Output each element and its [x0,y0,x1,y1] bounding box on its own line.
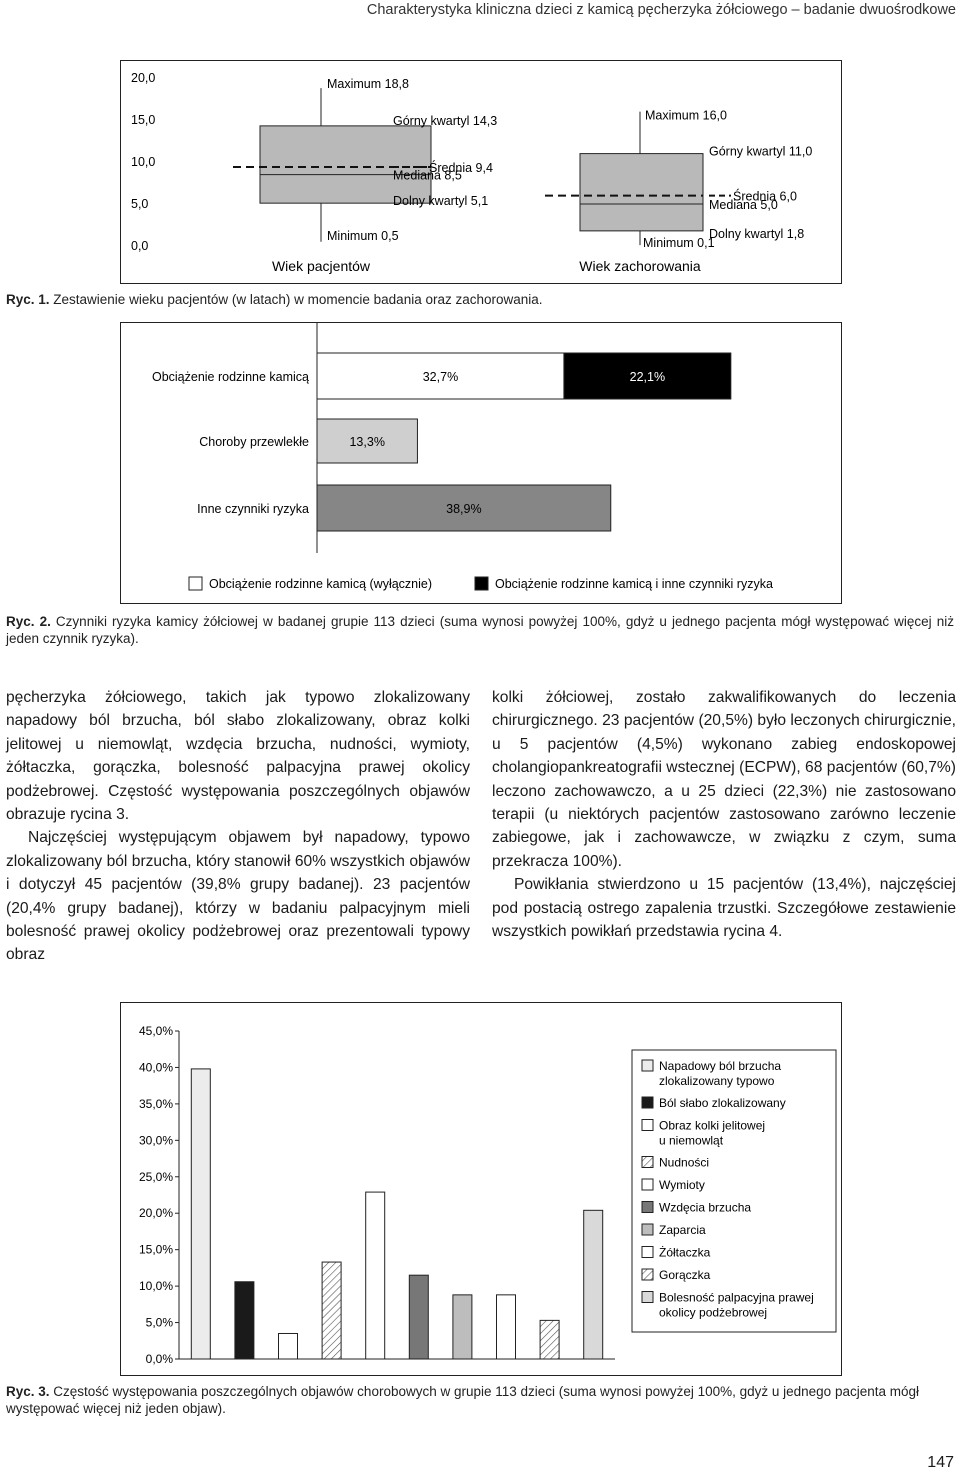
legend-label: Ból słabo zlokalizowany [659,1096,786,1110]
legend-label: Obciążenie rodzinne kamicą (wyłącznie) [209,577,433,591]
legend-label: Żółtaczka [659,1245,711,1260]
legend-label: Napadowy ból brzucha [659,1059,782,1073]
bar [322,1262,341,1359]
figure2-caption-label: Ryc. 2. [6,614,51,629]
min-label: Minimum 0,1 [643,236,715,251]
y-tick-label: 10,0% [138,1279,173,1294]
y-tick-label: 15,0 [131,113,156,127]
legend-swatch [642,1202,653,1213]
legend-label: Zaparcia [659,1223,706,1237]
bar [453,1295,472,1359]
figure2-chart [121,323,841,603]
bar [540,1320,559,1359]
y-tick-label: 25,0% [138,1169,173,1184]
figure1-caption [6,291,543,308]
legend-label: Wymioty [659,1178,705,1192]
figure3-box [120,1002,842,1376]
bar-value-label: 22,1% [629,370,666,384]
legend-swatch [642,1247,653,1258]
median-label: Mediana 5,0 [709,198,778,212]
figure3-chart [121,1003,841,1375]
figure1-caption-text: Zestawienie wieku pacjentów (w latach) w momencie badania oraz zachorowania. [49,292,543,307]
q3-label: Górny kwartyl 14,3 [393,113,498,128]
y-tick-label: 5,0 [131,197,149,211]
y-tick-label: 0,0% [145,1352,173,1366]
y-tick-label: 10,0 [131,155,156,169]
body-right-paragraph: kolki żółciowej, zostało zakwalifikowanych do leczenia chirurgicznego. 23 pacjentów (20,5%) było leczonych chirurgicznie, u 5 pacjentów (4,5%) wykonano zabieg endoskopowej cholangiopankreatografii wstecznej (ECPW), 68 pacjentów (60,7%) leczono zachowawczo, a u 25 dzieci (22,3%) nie zastosowano terapii (u niektórych pacjentów zastosowano zarówno leczenie zabiegowe, jak i zachowawcze, w związku z czym, suma przekracza 100%). [492,689,956,870]
boxplot-box [580,154,703,231]
legend-swatch [642,1060,653,1071]
median-label: Mediana 8,5 [393,168,462,183]
legend-swatch [642,1224,653,1235]
legend-label: okolicy podżebrowej [659,1305,768,1320]
figure2-caption [6,613,954,647]
page-number: 147 [927,1454,954,1471]
max-label: Maximum 16,0 [645,108,727,123]
bar-value-label: 13,3% [349,435,385,449]
bar [497,1295,516,1359]
bar [409,1275,428,1359]
max-label: Maximum 18,8 [327,77,409,92]
bar [366,1192,385,1359]
body-left-paragraph: Najczęściej występującym objawem był napadowy, typowo zlokalizowany ból brzucha, który stanowił 60% wszystkich objawów i dotyczył 45 pacjentów (39,8% grupy badanej). 23 pacjentów (20,4% grupy badanej), którzy w badaniu palpacyjnym mieli bolesność prawej okolicy podżebrowej oraz prezentowali typowy obraz [6,829,470,964]
figure1-chart [121,61,841,283]
bar [191,1069,210,1359]
figure2-caption-text: Czynniki ryzyka kamicy żółciowej w badanej grupie 113 dzieci (suma wynosi powyżej 100%, gdyż u jednego pacjenta mógł występować więcej niż jeden czynnik ryzyka). [6,614,955,646]
boxplot-box [260,126,431,203]
bar [584,1210,603,1359]
bar [235,1282,254,1359]
q3-label: Górny kwartyl 11,0 [709,144,813,159]
category-label: Obciążenie rodzinne kamicą [151,370,309,384]
q1-label: Dolny kwartyl 5,1 [393,194,489,209]
body-column-left [6,686,470,967]
legend-label: u niemowląt [659,1133,724,1148]
running-head: Charakterystyka kliniczna dzieci z kamicą pęcherzyka żółciowego – badanie dwuośrodkowe [366,2,956,18]
legend-label: Obraz kolki jelitowej [659,1118,766,1133]
group-label: Wiek zachorowania [579,258,701,274]
body-column-right [492,686,956,943]
legend-swatch [642,1157,653,1168]
y-tick-label: 5,0% [145,1315,173,1330]
legend-label: Gorączka [659,1268,711,1282]
body-right-paragraph: Powikłania stwierdzono u 15 pacjentów (13,4%), najczęściej pod postacią ostrego zapalenia trzustki. Szczegółowe zestawienie wszystkich powikłań przedstawia rycina 4. [492,876,956,941]
bar [279,1333,298,1359]
legend-swatch [642,1097,653,1108]
group-label: Wiek pacjentów [271,258,371,274]
bar-value-label: 32,7% [422,370,459,384]
bar-value-label: 38,9% [446,502,482,516]
y-tick-label: 20,0 [131,71,156,85]
y-tick-label: 35,0% [138,1096,173,1111]
y-tick-label: 30,0% [138,1133,173,1148]
legend-label: zlokalizowany typowo [659,1074,775,1088]
legend-swatch [642,1269,653,1280]
y-tick-label: 15,0% [138,1242,173,1257]
legend-label: Wzdęcia brzucha [659,1200,752,1215]
mean-label: Średnia 6,0 [733,189,797,204]
category-label: Inne czynniki ryzyka [197,502,309,516]
figure1-box [120,60,842,284]
legend-swatch [642,1179,653,1190]
legend-swatch [642,1120,653,1131]
figure3-caption-label: Ryc. 3. [6,1384,50,1399]
q1-label: Dolny kwartyl 1,8 [709,226,805,241]
figure2-box [120,322,842,604]
y-tick-label: 40,0% [138,1060,173,1075]
figure1-caption-label: Ryc. 1. [6,292,50,307]
figure3-caption-text: Częstość występowania poszczególnych objawów chorobowych w grupie 113 dzieci (suma wynosi powyżej 100%, gdyż u jednego pacjenta mógł występować więcej niż jeden objaw). [6,1384,919,1416]
figure3-caption [6,1383,954,1417]
category-label: Choroby przewlekłe [199,435,309,449]
body-left-paragraph: pęcherzyka żółciowego, takich jak typowo zlokalizowany napadowy ból brzucha, ból słabo zlokalizowany, obraz kolki jelitowej u niemowląt, wzdęcia brzucha, nudności, wymioty, żółtaczka, gorączka, bolesność palpacyjna prawej okolicy podżebrowej. Częstość występowania poszczególnych objawów obrazuje rycina 3. [6,689,470,824]
legend-label: Nudności [659,1155,710,1170]
legend-swatch [475,577,488,590]
min-label: Minimum 0,5 [327,228,399,243]
legend-label: Obciążenie rodzinne kamicą i inne czynniki ryzyka [495,577,773,591]
y-tick-label: 45,0% [138,1024,173,1038]
legend-swatch [189,577,202,590]
legend-label: Bolesność palpacyjna prawej [659,1290,814,1305]
mean-label: Średnia 9,4 [429,161,493,176]
y-tick-label: 0,0 [131,239,149,253]
y-tick-label: 20,0% [138,1206,173,1221]
legend-swatch [642,1292,653,1303]
